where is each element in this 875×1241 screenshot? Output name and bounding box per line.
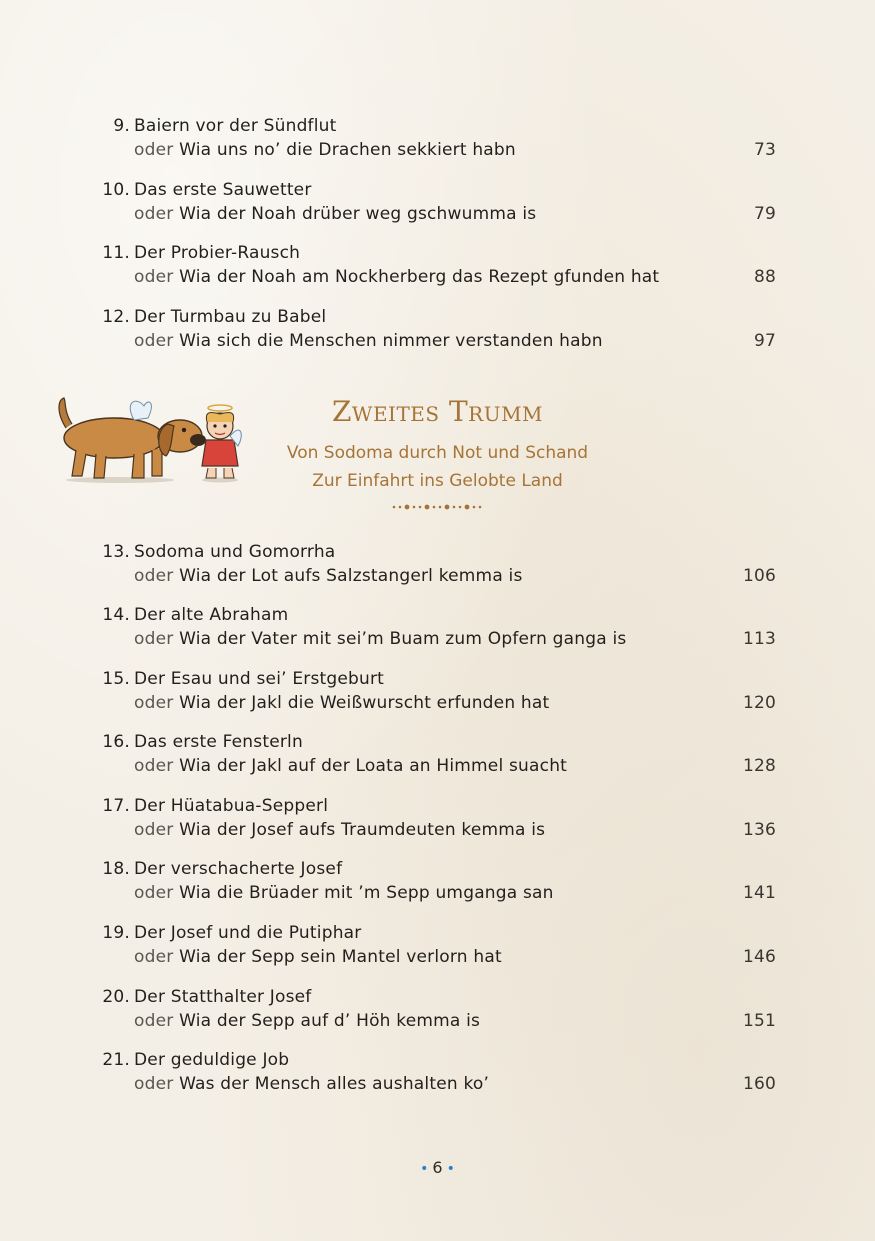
entry-number: 20. [102,987,130,1007]
entry-title: Der Hüatabua-Sepperl [134,796,329,816]
entry-page-number: 141 [742,883,776,903]
entry-number: 11. [102,243,130,263]
entry-subtitle-text: Wia die Brüader mit ’m Sepp umganga san [179,883,554,903]
entry-title: Das erste Sauwetter [134,180,312,200]
toc-entry-13[interactable] [100,541,780,595]
toc-entry-14[interactable] [100,604,780,658]
entry-number: 19. [102,923,130,943]
entry-number: 17. [102,796,130,816]
entry-number: 14. [102,605,130,625]
entry-oder: oder [134,140,174,160]
entry-subtitle [134,266,659,289]
entry-page-number: 106 [742,566,776,586]
entry-oder: oder [134,693,174,713]
entry-title: Der Josef und die Putiphar [134,923,362,943]
toc-entry-16[interactable] [100,731,780,785]
entry-number: 18. [102,859,130,879]
toc-entry-20[interactable] [100,986,780,1040]
entry-oder: oder [134,267,174,287]
entry-subtitle-text: Wia der Sepp auf d’ Höh kemma is [179,1011,481,1031]
entry-oder: oder [134,1074,174,1094]
page-footer [0,1158,875,1177]
entry-page-number: 136 [742,820,776,840]
entry-subtitle [134,565,523,588]
entry-page-number: 113 [742,629,776,649]
entry-subtitle [134,755,567,778]
entry-subtitle-text: Wia der Jakl auf der Loata an Himmel suacht [179,756,568,776]
entry-subtitle-text: Wia der Lot aufs Salzstangerl kemma is [179,566,523,586]
entry-subtitle [134,139,516,162]
entry-subtitle [134,692,549,715]
toc-entry-18[interactable] [100,858,780,912]
entry-title: Der Statthalter Josef [134,987,312,1007]
entry-subtitle-text: Wia der Jakl die Weißwurscht erfunden hat [179,693,550,713]
toc-entry-11[interactable] [100,242,780,296]
entry-title: Der alte Abraham [134,605,289,625]
entry-title: Baiern vor der Sündflut [134,116,337,136]
blue-dot-icon: • [420,1161,429,1177]
entry-oder: oder [134,820,174,840]
blue-dot-icon: • [446,1161,455,1177]
entry-oder: oder [134,204,174,224]
entry-oder: oder [134,947,174,967]
entry-number: 9. [113,116,130,136]
toc-entry-17[interactable] [100,795,780,849]
entry-number: 21. [102,1050,130,1070]
entry-page-number: 146 [742,947,776,967]
section-subtitle-line1: Von Sodoma durch Not und Schand [286,443,589,463]
entry-subtitle-text: Wia der Josef aufs Traumdeuten kemma is [179,820,546,840]
entry-number: 13. [102,542,130,562]
entry-page-number: 128 [742,756,776,776]
entry-title: Der Esau und sei’ Erstgeburt [134,669,385,689]
entry-subtitle [134,1010,480,1033]
entry-title: Das erste Fensterln [134,732,303,752]
entry-number: 16. [102,732,130,752]
entry-subtitle-text: Wia der Noah drüber weg gschwumma is [179,204,537,224]
entry-title: Der Probier-Rausch [134,243,301,263]
entry-oder: oder [134,1011,174,1031]
entry-title: Der geduldige Job [134,1050,290,1070]
entry-oder: oder [134,331,174,351]
entry-subtitle [134,628,626,651]
toc-entry-15[interactable] [100,668,780,722]
toc-entry-21[interactable] [100,1049,780,1103]
dotted-ornament [390,501,485,513]
entry-subtitle-text: Wia sich die Menschen nimmer verstanden habn [179,331,603,351]
entry-subtitle [134,203,536,226]
toc-entry-9[interactable] [100,115,780,169]
entry-subtitle [134,882,554,905]
entry-number: 10. [102,180,130,200]
entry-page-number: 120 [742,693,776,713]
entry-subtitle-text: Wia der Sepp sein Mantel verlorn hat [179,947,502,967]
entry-oder: oder [134,566,174,586]
toc-entry-19[interactable] [100,922,780,976]
entry-subtitle-text: Was der Mensch alles aushalten ko’ [179,1074,490,1094]
entry-subtitle [134,1073,489,1096]
entry-subtitle-text: Wia der Noah am Nockherberg das Rezept gfunden hat [179,267,660,287]
entry-page-number: 73 [753,140,776,160]
section-subtitle-line2: Zur Einfahrt ins Gelobte Land [312,471,563,491]
entry-oder: oder [134,629,174,649]
page-number: 6 [432,1158,443,1177]
entry-number: 15. [102,669,130,689]
entry-oder: oder [134,756,174,776]
entry-title: Der verschacherte Josef [134,859,343,879]
toc-entry-10[interactable] [100,179,780,233]
toc-entry-12[interactable] [100,306,780,360]
entry-number: 12. [102,307,130,327]
entry-subtitle [134,330,603,353]
entry-subtitle-text: Wia uns no’ die Drachen sekkiert habn [179,140,516,160]
dog-angel-illustration [52,392,242,492]
entry-page-number: 160 [742,1074,776,1094]
entry-page-number: 97 [753,331,776,351]
entry-subtitle-text: Wia der Vater mit sei’m Buam zum Opfern ganga is [179,629,627,649]
entry-title: Der Turmbau zu Babel [134,307,327,327]
entry-subtitle [134,946,502,969]
entry-page-number: 79 [753,204,776,224]
entry-page-number: 88 [753,267,776,287]
entry-page-number: 151 [742,1011,776,1031]
entry-title: Sodoma und Gomorrha [134,542,336,562]
entry-oder: oder [134,883,174,903]
section-title: Zweites Trumm [331,395,544,428]
entry-subtitle [134,819,545,842]
